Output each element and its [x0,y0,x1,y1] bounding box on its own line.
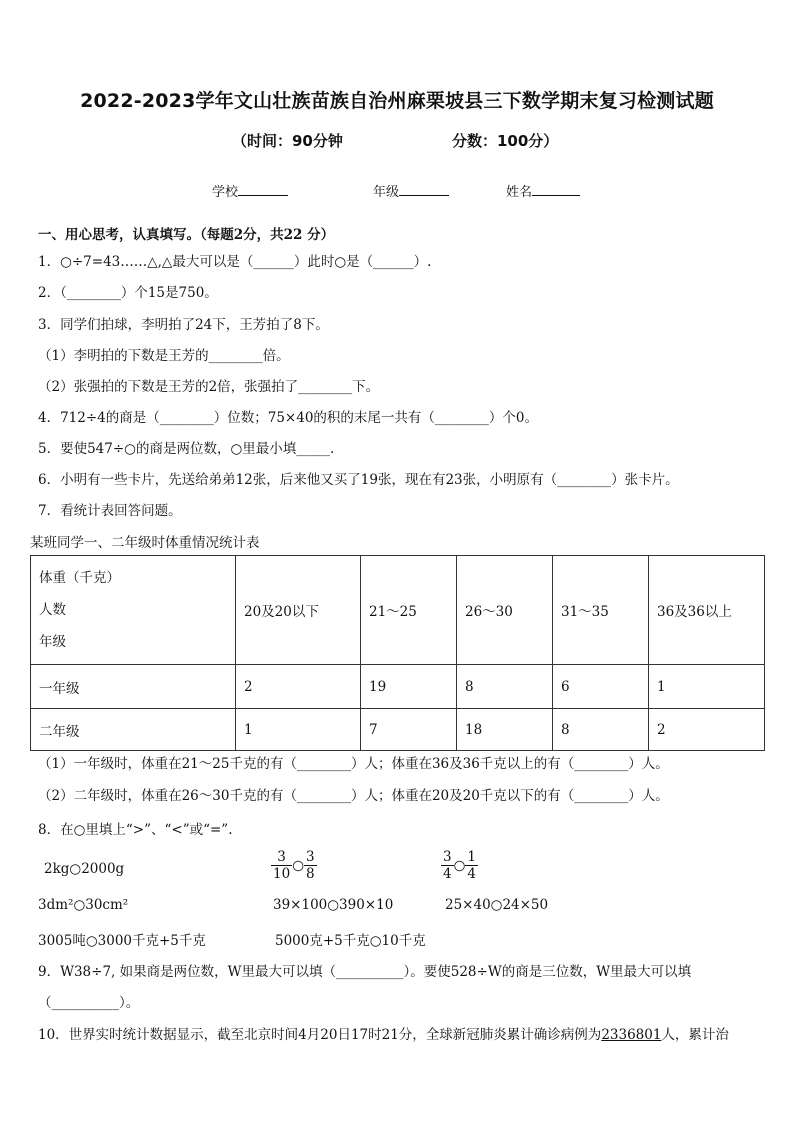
name-field [506,181,580,200]
case-count: 2336801 [601,1027,662,1043]
grade-field [373,181,449,200]
fraction: $\frac{3}{4}$ [443,849,452,882]
compare-item-7: 3005吨○3000千克+5千克 [38,933,206,949]
column-header: 26～30 [457,556,553,665]
table-row [31,665,765,709]
name-blank[interactable] [532,182,580,196]
compare-item-4: 3dm²○30cm² [38,897,129,913]
column-header: 31～35 [553,556,649,665]
name-label: 姓名 [506,185,533,200]
table-cell: 8 [457,665,553,709]
question-3-part-1: （1）李明拍的下数是王芳的________倍。 [38,348,290,364]
row-label: 一年级 [31,665,236,709]
column-header: 36及36以上 [649,556,765,665]
question-7-part-2: （2）二年级时，体重在26～30千克的有（________）人；体重在20及20千克以下的有（________）人。 [38,788,669,804]
question-5: 5．要使547÷○的商是两位数，○里最小填_____. [38,441,335,457]
table-cell: 8 [553,709,649,751]
exam-score: 分数：100分） [452,132,559,150]
question-8: 8．在○里填上“>”、“<”或“=”. [38,822,233,838]
corner-line-weight: 体重（千克） [39,570,120,586]
compare-item-1: 2kg○2000g [44,861,125,877]
question-2: 2．（________）个15是750。 [38,285,218,301]
question-3-part-2: （2）张强拍的下数是王芳的2倍，张强拍了________下。 [38,379,380,395]
question-1: 1．○÷7=43……△,△最大可以是（______）此时○是（______）. [38,254,432,270]
page-title: 2022-2023学年文山壮族苗族自治州麻栗坡县三下数学期末复习检测试题 [80,90,714,112]
question-10: 10．世界实时统计数据显示，截至北京时间4月20日17时21分，全球新冠肺炎累计确诊病例为2336801人，累计治 [38,1027,729,1043]
table-cell: 18 [457,709,553,751]
table-cell: 1 [649,665,765,709]
corner-line-grade: 年级 [39,634,66,650]
fraction: $\frac{1}{4}$ [467,849,476,882]
compare-item-2: $\frac{3}{10}$ ○ $\frac{3}{8}$ [273,849,315,882]
column-header: 21～25 [361,556,457,665]
weight-stat-table [30,555,765,751]
compare-item-5: 39×100○390×10 [273,897,394,913]
question-6: 6．小明有一些卡片，先送给弟弟12张，后来他又买了19张，现在有23张，小明原有（________）张卡片。 [38,472,679,488]
table-cell: 1 [236,709,361,751]
section-1-heading: 一、用心思考，认真填写。（每题2分，共22 分） [38,227,335,243]
table-caption: 某班同学一、二年级时体重情况统计表 [30,535,260,551]
table-row [31,709,765,751]
grade-blank[interactable] [399,182,449,196]
corner-line-count: 人数 [39,602,66,618]
exam-time: （时间：90分钟 [232,132,343,150]
compare-item-6: 25×40○24×50 [445,897,549,913]
question-9-continued: （__________）。 [38,995,140,1011]
question-3: 3．同学们拍球，李明拍了24下，王芳拍了8下。 [38,317,329,333]
table-cell: 19 [361,665,457,709]
table-cell: 2 [236,665,361,709]
school-blank[interactable] [238,182,288,196]
compare-item-3: $\frac{3}{4}$ ○ $\frac{1}{4}$ [443,849,476,882]
question-7-part-1: （1）一年级时，体重在21～25千克的有（________）人；体重在36及36千克以上的有（________）人。 [38,756,669,772]
table-header-corner [31,556,236,665]
row-label: 二年级 [31,709,236,751]
compare-item-8: 5000克+5千克○10千克 [275,933,426,949]
school-label: 学校 [212,185,239,200]
grade-label: 年级 [373,185,400,200]
question-9: 9．W38÷7, 如果商是两位数，W里最大可以填（__________）。要使528÷W的商是三位数，W里最大可以填 [38,964,692,980]
fraction: $\frac{3}{10}$ [273,849,291,882]
table-cell: 7 [361,709,457,751]
school-field [212,181,288,200]
fraction: $\frac{3}{8}$ [305,849,315,882]
question-4: 4．712÷4的商是（________）位数；75×40的积的末尾一共有（________）个0。 [38,410,539,426]
column-header: 20及20以下 [236,556,361,665]
table-cell: 6 [553,665,649,709]
table-cell: 2 [649,709,765,751]
question-7: 7．看统计表回答问题。 [38,503,182,519]
